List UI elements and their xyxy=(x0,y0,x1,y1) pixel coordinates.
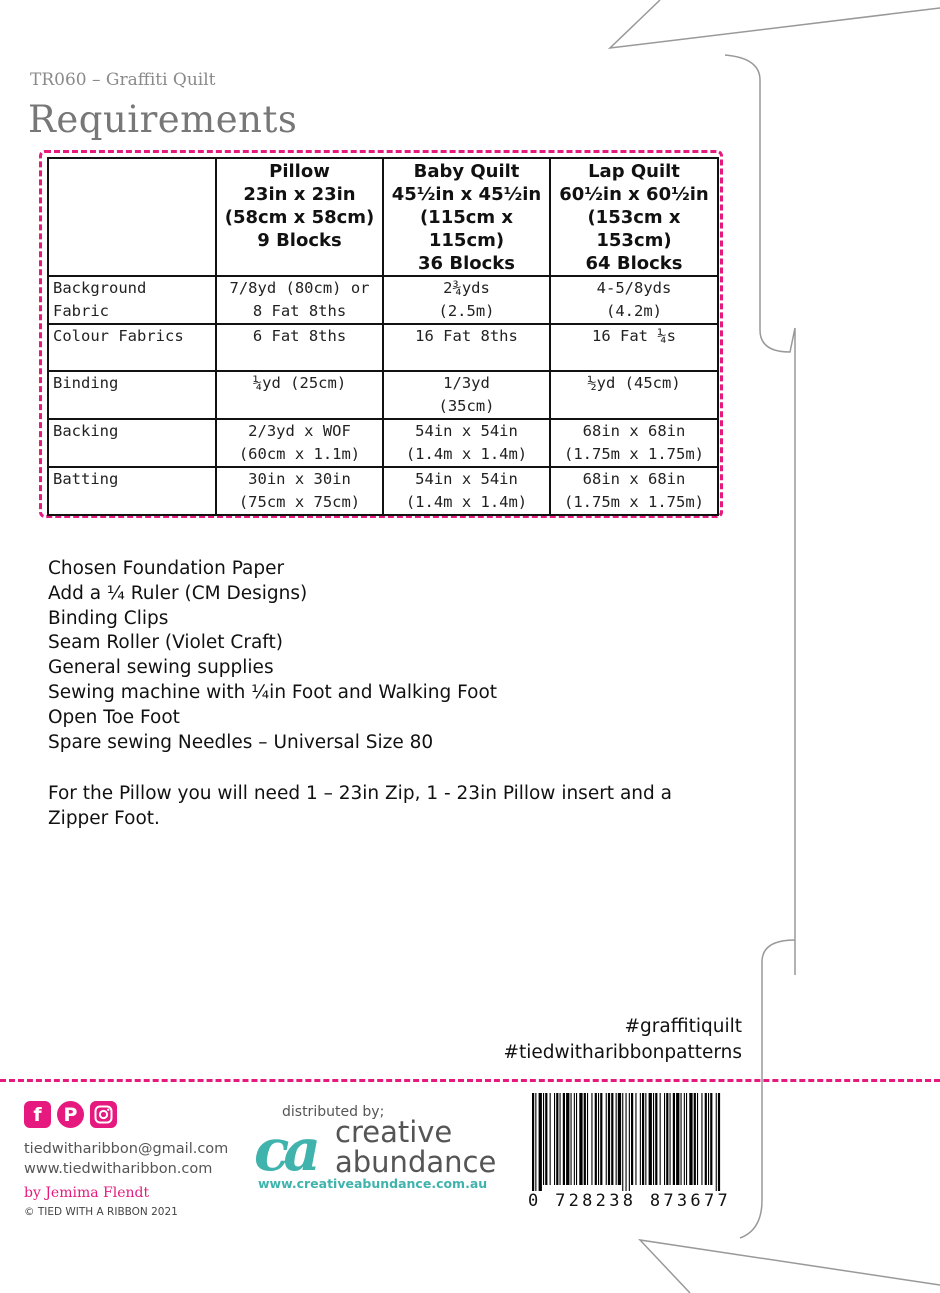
list-item: Sewing machine with ¼in Foot and Walking Foot xyxy=(48,681,498,703)
table-header-pillow: Pillow 23in x 23in (58cm x 58cm) 9 Blocks xyxy=(216,158,383,276)
table-header-row xyxy=(48,158,718,276)
footer-divider xyxy=(0,1079,940,1082)
cell-lap: ½yd (45cm) xyxy=(550,371,718,419)
cell-lap: 16 Fat ¼s xyxy=(550,324,718,371)
facebook-icon[interactable]: f xyxy=(24,1101,51,1128)
page-title: Requirements xyxy=(28,98,298,141)
pinterest-icon[interactable]: P xyxy=(57,1101,84,1128)
cell-baby: 16 Fat 8ths xyxy=(383,324,550,371)
cell-baby: 2¾yds (2.5m) xyxy=(383,276,550,324)
barcode xyxy=(528,1093,724,1191)
cell-pillow: 6 Fat 8ths xyxy=(216,324,383,371)
distributor-url[interactable]: www.creativeabundance.com.au xyxy=(258,1176,488,1191)
distributor-name-line1: creative xyxy=(335,1115,453,1149)
distributor-label: distributed by; xyxy=(282,1104,385,1120)
hashtag: #graffitiquilt xyxy=(624,1016,742,1037)
list-item: Chosen Foundation Paper xyxy=(48,558,285,579)
cell-baby: 54in x 54in (1.4m x 1.4m) xyxy=(383,419,550,467)
cell-pillow: 7/8yd (80cm) or 8 Fat 8ths xyxy=(216,276,383,324)
table-row xyxy=(48,467,718,515)
cell-baby: 54in x 54in (1.4m x 1.4m) xyxy=(383,467,550,515)
supplies-list xyxy=(48,557,497,755)
requirements-table xyxy=(47,157,719,516)
table-header-baby-quilt: Baby Quilt 45½in x 45½in (115cm x 115cm) 36 Blocks xyxy=(383,158,550,276)
cell-pillow: 30in x 30in (75cm x 75cm) xyxy=(216,467,383,515)
instagram-icon[interactable] xyxy=(90,1101,117,1128)
cell-lap: 68in x 68in (1.75m x 1.75m) xyxy=(550,419,718,467)
cell-baby: 1/3yd (35cm) xyxy=(383,371,550,419)
row-label: Backing xyxy=(48,419,216,467)
distributor-name-line2: abundance xyxy=(335,1145,497,1179)
list-item: Spare sewing Needles – Universal Size 80 xyxy=(48,731,434,753)
barcode-number: 0 728238 873677 xyxy=(528,1191,732,1211)
table-row xyxy=(48,276,718,324)
row-label: Binding xyxy=(48,371,216,419)
row-label: Colour Fabrics xyxy=(48,324,216,371)
hashtags xyxy=(504,1014,743,1066)
row-label: Batting xyxy=(48,467,216,515)
table-header-lap-quilt: Lap Quilt 60½in x 60½in (153cm x 153cm) 64 Blocks xyxy=(550,158,718,276)
table-row xyxy=(48,371,718,419)
table-header-cell xyxy=(48,158,216,276)
pillow-note: For the Pillow you will need 1 – 23in Zip, 1 - 23in Pillow insert and a Zipper Foot. xyxy=(48,783,672,829)
distributor-monogram: ca xyxy=(254,1116,315,1184)
table-row xyxy=(48,419,718,467)
copyright: © TIED WITH A RIBBON 2021 xyxy=(24,1206,178,1218)
table-row xyxy=(48,324,718,371)
cell-pillow: 2/3yd x WOF (60cm x 1.1m) xyxy=(216,419,383,467)
cell-lap: 4-5/8yds (4.2m) xyxy=(550,276,718,324)
website-link[interactable]: www.tiedwitharibbon.com xyxy=(24,1161,213,1177)
distributor-name xyxy=(335,1117,496,1177)
list-item: Open Toe Foot xyxy=(48,706,180,728)
social-links xyxy=(24,1101,117,1128)
list-item: Binding Clips xyxy=(48,607,169,629)
list-item: Add a ¼ Ruler (CM Designs) xyxy=(48,582,308,604)
designer-byline: by Jemima Flendt xyxy=(24,1185,150,1201)
row-label: Background Fabric xyxy=(48,276,216,324)
list-item: Seam Roller (Violet Craft) xyxy=(48,632,283,654)
list-item: General sewing supplies xyxy=(48,657,274,679)
email-link[interactable]: tiedwitharibbon@gmail.com xyxy=(24,1141,229,1157)
contact-info xyxy=(24,1139,228,1179)
cell-pillow: ¼yd (25cm) xyxy=(216,371,383,419)
hashtag: #tiedwitharibbonpatterns xyxy=(503,1042,742,1063)
cell-lap: 68in x 68in (1.75m x 1.75m) xyxy=(550,467,718,515)
pattern-code: TR060 – Graffiti Quilt xyxy=(30,70,216,90)
